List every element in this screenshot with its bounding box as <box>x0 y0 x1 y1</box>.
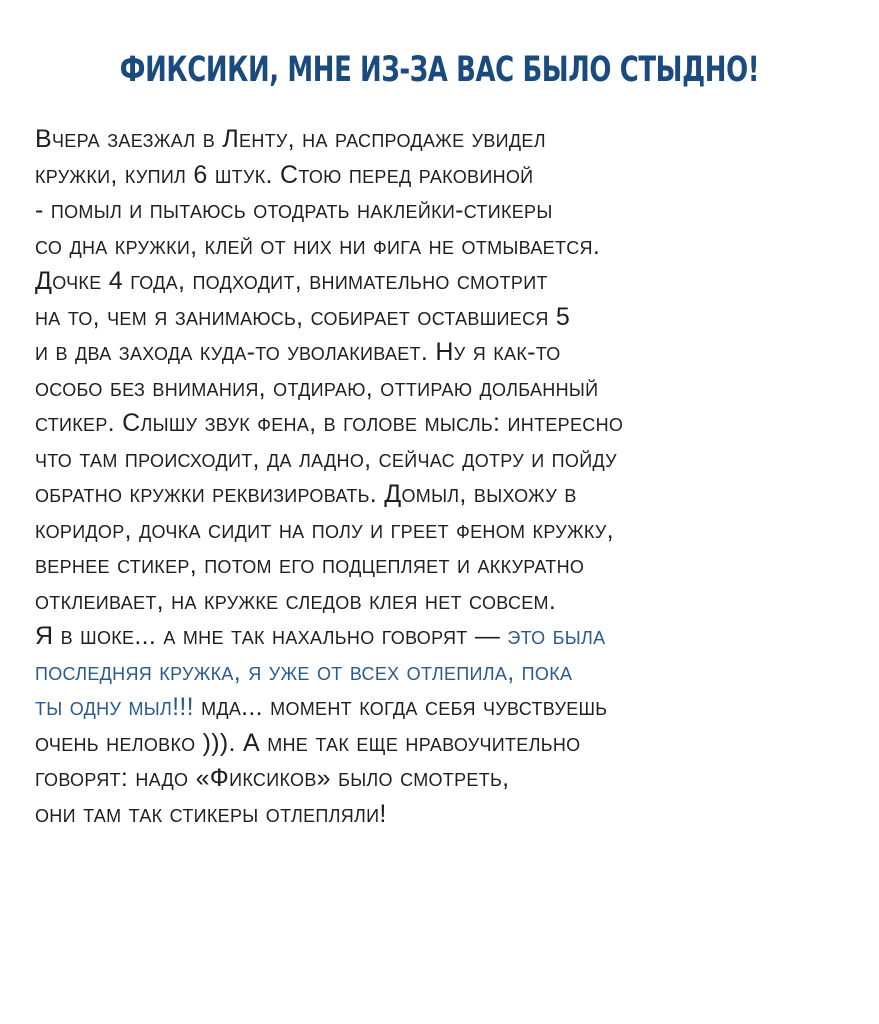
highlighted-quote: ты одну мыл!!! <box>35 693 194 721</box>
story-line: что там происходит, да ладно, сейчас дотру и пойду <box>35 444 617 473</box>
story-line: на то, чем я занимаюсь, собирает оставшиеся 5 <box>35 302 571 331</box>
story-fragment: мда... момент когда себя чувствуешь <box>193 693 608 721</box>
story-line: особо без внимания, отдираю, оттираю долбанный <box>35 373 599 402</box>
story-line: кружки, купил 6 штук. Стою перед раковиной <box>35 160 534 189</box>
highlighted-quote: это была <box>507 622 606 650</box>
story-line: со дна кружки, клей от них ни фига не отмывается. <box>35 231 601 260</box>
story-line: Вчера заезжал в Ленту, на распродаже увидел <box>35 125 546 153</box>
story-line: вернее стикер, потом его подцепляет и аккуратно <box>35 551 585 579</box>
story-fragment: Я в шоке... а мне так нахально говорят — <box>35 622 508 650</box>
story-line: очень неловко ))). А мне так еще нравоучительно <box>35 728 581 757</box>
story-line <box>35 690 865 726</box>
story-line <box>35 619 865 655</box>
story-text <box>35 122 865 832</box>
highlighted-quote: последняя кружка, я уже от всех отлепила, пока <box>35 657 573 686</box>
story-line: отклеивает, на кружке следов клея нет совсем. <box>35 586 557 615</box>
story-line: они там так стикеры отлепляли! <box>35 799 387 828</box>
story-line: говорят: надо «Фиксиков» было смотреть, <box>35 764 510 792</box>
post-title: ФИКСИКИ, МНЕ ИЗ-ЗА ВАС БЫЛО СТЫДНО! <box>119 50 760 90</box>
story-line: и в два захода куда-то уволакивает. Ну я как-то <box>35 338 561 366</box>
story-line: обратно кружки реквизировать. Домыл, выхожу в <box>35 480 577 508</box>
story-line: Дочке 4 года, подходит, внимательно смотрит <box>35 267 548 295</box>
story-line: - помыл и пытаюсь отодрать наклейки-стикеры <box>35 196 553 224</box>
story-line: стикер. Слышу звук фена, в голове мысль: интересно <box>35 409 624 437</box>
story-line: коридор, дочка сидит на полу и греет феном кружку, <box>35 515 614 544</box>
